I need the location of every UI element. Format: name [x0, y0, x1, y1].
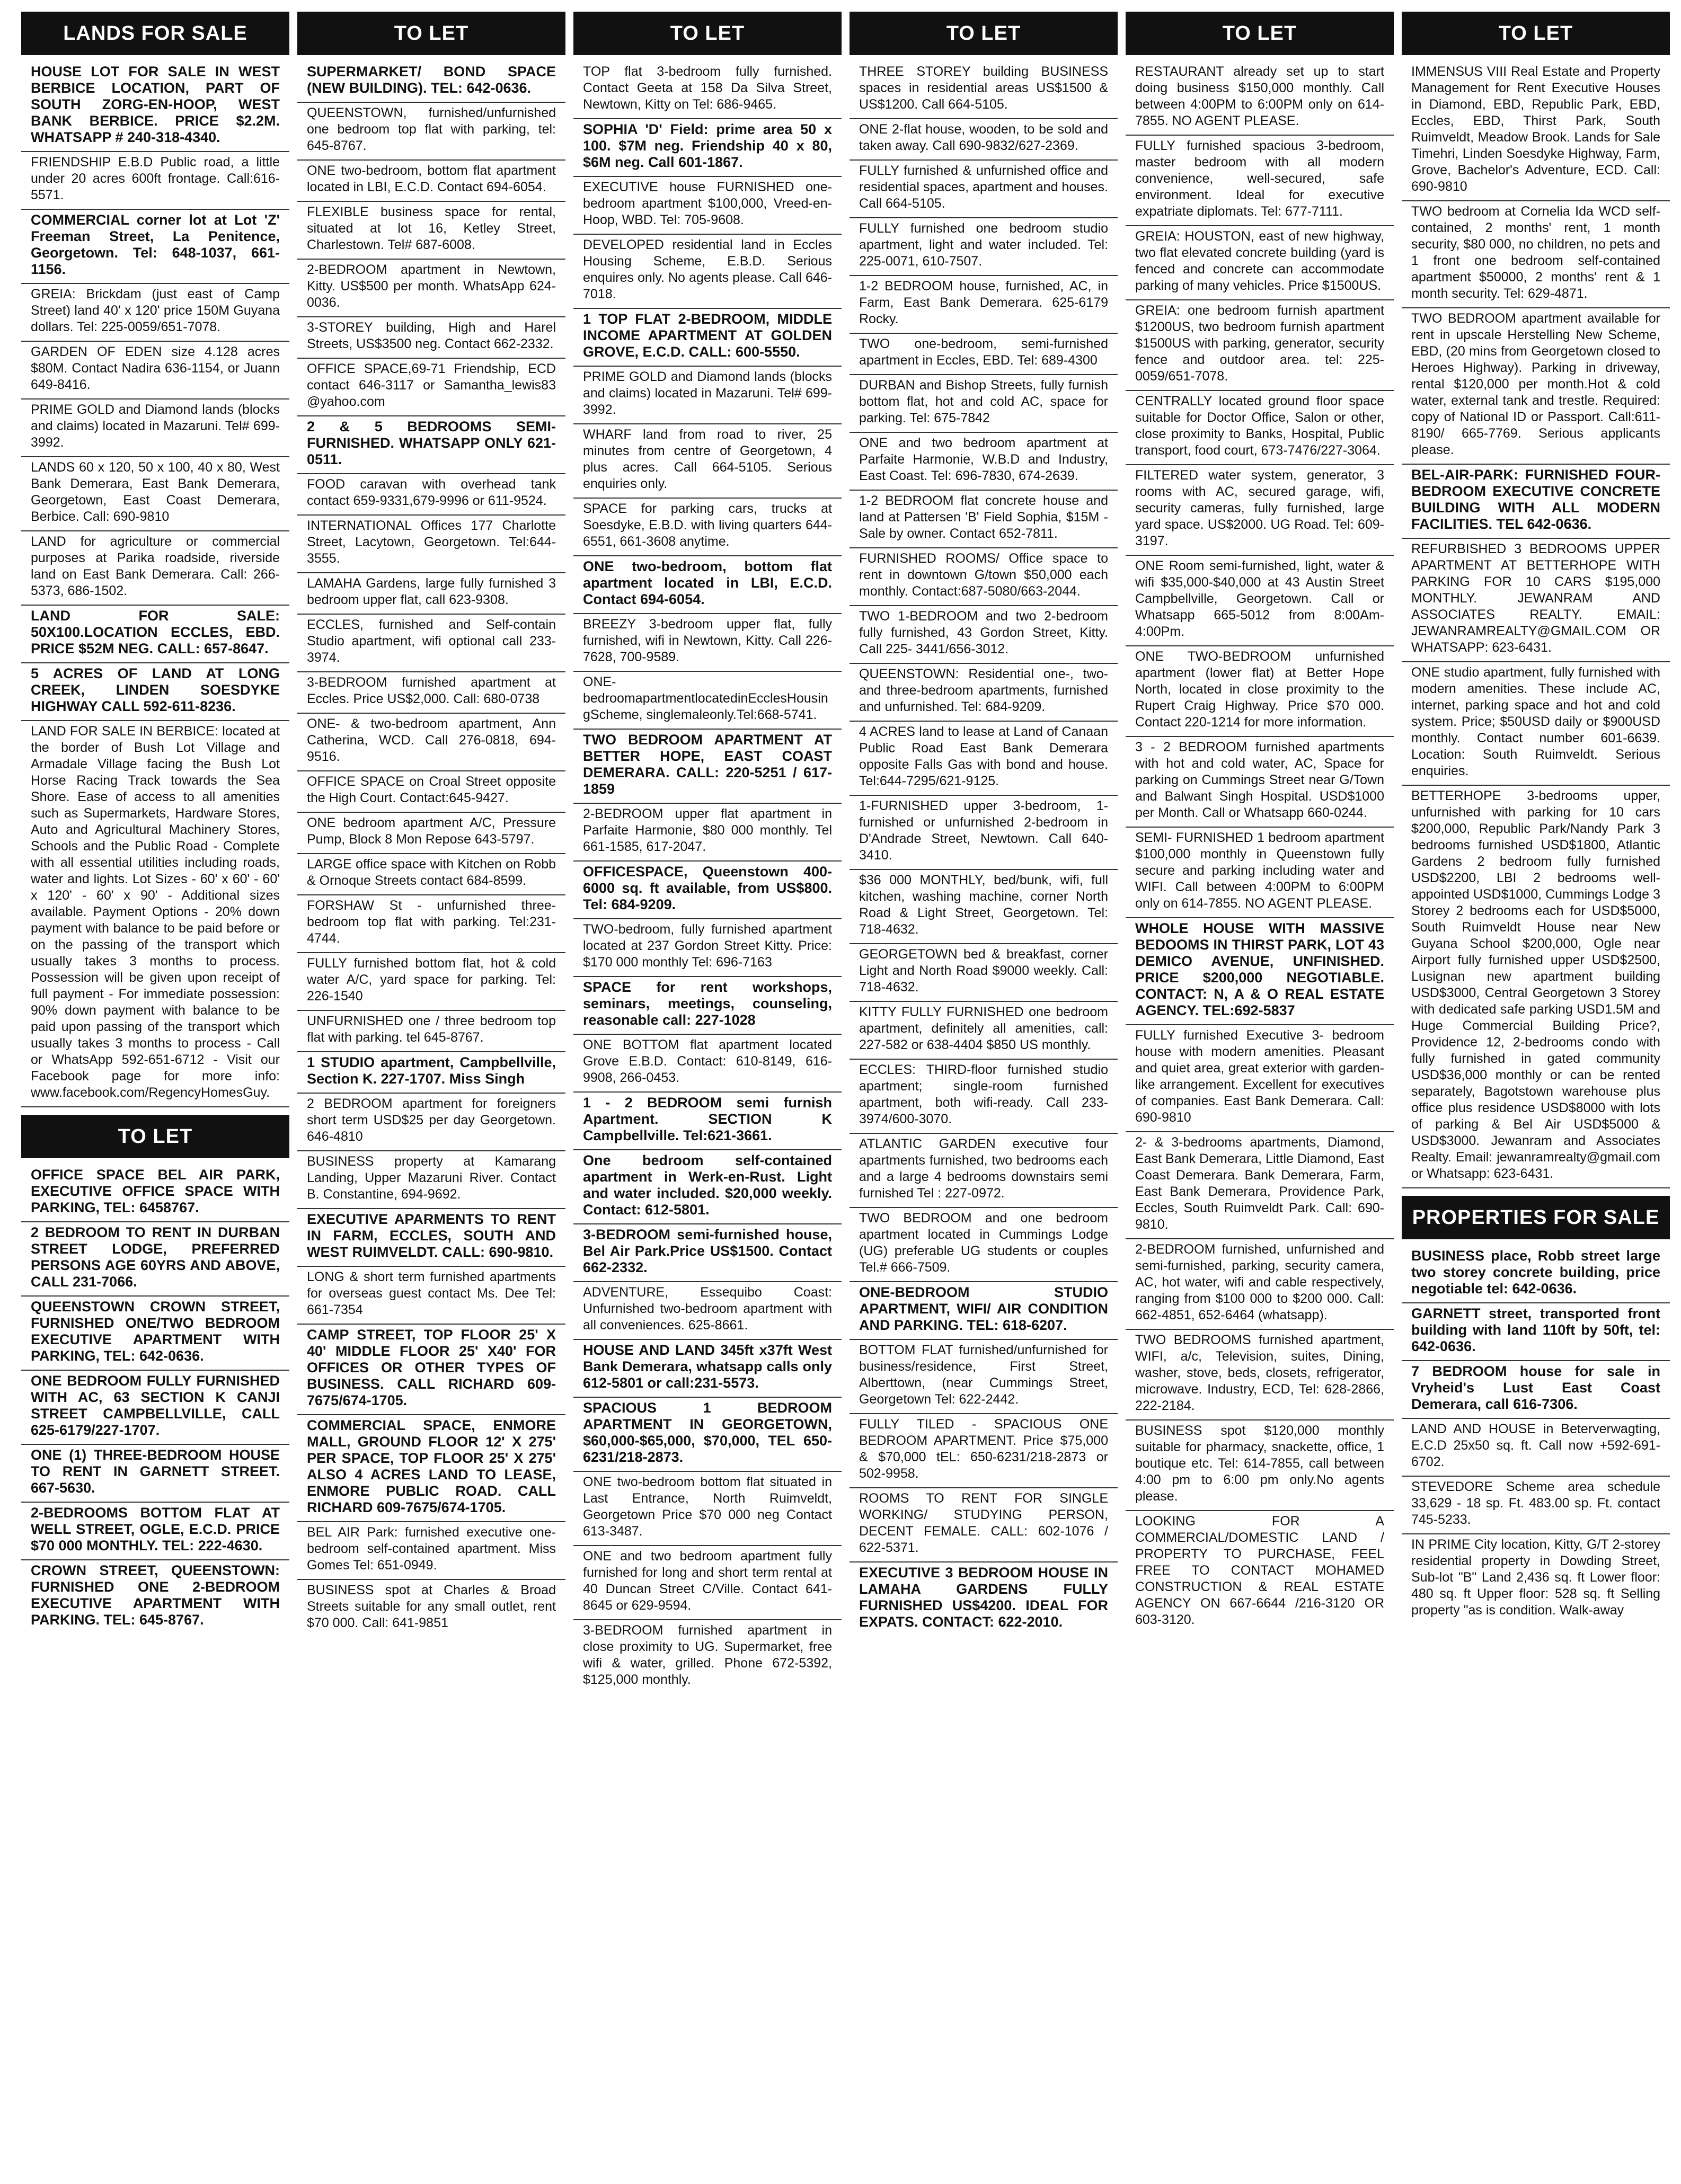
classified-ad: 3-BEDROOM semi-furnished house, Bel Air Park.Price US$1500. Contact 662-2332. [573, 1224, 842, 1282]
classified-ad: STEVEDORE Scheme area schedule 33,629 - 18 sp. Ft. 483.00 sp. Ft. contact 745-5233. [1402, 1477, 1670, 1534]
classified-ad: ONE-bedroomapartmentlocatedinEcclesHousingScheme, singlemaleonly.Tel:668-5741. [573, 672, 842, 730]
classified-ad: 2-BEDROOM furnished, unfurnished and semi-furnished, parking, security camera, AC, hot water, wifi and cable respectively, ranging from $100 000 to $200 000. Call: 662-4851, 652-6464 (whatsapp). [1126, 1239, 1394, 1330]
classified-ad: ECCLES: THIRD-floor furnished studio apartment; single-room furnished apartment, both wifi-ready. Call 233-3974/600-3070. [850, 1060, 1118, 1134]
classified-ad: 2 BEDROOM TO RENT IN DURBAN STREET LODGE, PREFERRED PERSONS AGE 60YRS AND ABOVE, CALL 231-7066. [21, 1222, 289, 1297]
classified-ad: 1-2 BEDROOM flat concrete house and land at Pattersen 'B' Field Sophia, $15M - Sale by owner. Contact 652-7811. [850, 491, 1118, 548]
classified-ad: TWO-bedroom, fully furnished apartment located at 237 Gordon Street Kitty. Price: $170 000 monthly Tel: 696-7163 [573, 919, 842, 977]
classified-ad: BEL AIR Park: furnished executive one-bedroom self-contained apartment. Miss Gomes Tel: 651-0949. [297, 1522, 565, 1580]
classified-ad: FULLY furnished bottom flat, hot & cold water A/C, yard space for parking. Tel: 226-1540 [297, 953, 565, 1011]
classified-ad: ONE-BEDROOM STUDIO APARTMENT, WIFI/ AIR CONDITION AND PARKING. TEL: 618-6207. [850, 1282, 1118, 1340]
classified-ad: BREEZY 3-bedroom upper flat, fully furnished, wifi in Newtown, Kitty. Call 226-7628, 700-9589. [573, 614, 842, 672]
classified-column [297, 12, 565, 2176]
classified-ad: IMMENSUS VIII Real Estate and Property Management for Rent Executive Houses in Diamond, EBD, Republic Park, EBD, Eccles, EBD, Thirst Park, South Ruimveldt, Meadow Brook. Lands for Sale Timehri, Linden Soesdyke Highway, Farm, Grove, Bachelor's Adventure, ECD. Call: 690-9810 [1402, 61, 1670, 201]
classified-ad: GEORGETOWN bed & breakfast, corner Light and North Road $9000 weekly. Call: 718-4632. [850, 944, 1118, 1002]
classified-ad: PRIME GOLD and Diamond lands (blocks and claims) located in Mazaruni. Tel# 699-3992. [21, 399, 289, 457]
section-header: LANDS FOR SALE [21, 12, 289, 55]
classified-ad: CAMP STREET, TOP FLOOR 25' X 40' MIDDLE FLOOR 25' X40' FOR OFFICES OR OTHER TYPES OF BUSINESS. CALL RICHARD 609-7675/674-1705. [297, 1325, 565, 1415]
classified-ad: LAMAHA Gardens, large fully furnished 3 bedroom upper flat, call 623-9308. [297, 573, 565, 615]
classified-ad: HOUSE AND LAND 345ft x37ft West Bank Demerara, whatsapp calls only 612-5801 or call:231-5573. [573, 1340, 842, 1398]
classified-ad: 1 - 2 BEDROOM semi furnish Apartment. SECTION K Campbellville. Tel:621-3661. [573, 1093, 842, 1150]
classified-ad: ROOMS TO RENT FOR SINGLE WORKING/ STUDYING PERSON, DECENT FEMALE. CALL: 602-1076 / 622-5371. [850, 1488, 1118, 1562]
classified-ad: SUPERMARKET/ BOND SPACE (NEW BUILDING). TEL: 642-0636. [297, 61, 565, 103]
classified-ad: OFFICE SPACE BEL AIR PARK, EXECUTIVE OFFICE SPACE WITH PARKING, TEL: 6458767. [21, 1165, 289, 1222]
classified-ad: TWO bedroom at Cornelia Ida WCD self-contained, 2 months' rent, 1 month security, $80 000, no children, no pets and 1 front one bedroom self-contained apartment $50000, 2 months' rent & 1 month security. Tel: 629-4871. [1402, 201, 1670, 308]
classified-ad: ONE bedroom apartment A/C, Pressure Pump, Block 8 Mon Repose 643-5797. [297, 813, 565, 854]
classified-ad: INTERNATIONAL Offices 177 Charlotte Street, Lacytown, Georgetown. Tel:644-3555. [297, 516, 565, 573]
classified-ad: GREIA: one bedroom furnish apartment $1200US, two bedroom furnish apartment $1500US with parking, generator, security fence and outdoor area. tel: 225-0059/651-7078. [1126, 300, 1394, 391]
classified-ad: GREIA: Brickdam (just east of Camp Street) land 40' x 120' price 150M Guyana dollars. Tel: 225-0059/651-7078. [21, 284, 289, 342]
section-header: TO LET [21, 1115, 289, 1158]
classified-ad: LAND AND HOUSE in Beterverwagting, E.C.D 25x50 sq. ft. Call now +592-691-6702. [1402, 1419, 1670, 1477]
classified-ad: SPACIOUS 1 BEDROOM APARTMENT IN GEORGETOWN, $60,000-$65,000, $70,000, TEL 650-6231/218-2873. [573, 1398, 842, 1472]
classified-column [850, 12, 1118, 2176]
classified-ad: FULLY TILED - SPACIOUS ONE BEDROOM APARTMENT. Price $75,000 & $70,000 tEL: 650-6231/218-2873 or 502-9958. [850, 1414, 1118, 1488]
classified-ad: 2 BEDROOM apartment for foreigners short term USD$25 per day Georgetown. 646-4810 [297, 1094, 565, 1151]
section-header: TO LET [297, 12, 565, 55]
classified-ad: ONE and two bedroom apartment at Parfaite Harmonie, W.B.D and Industry, East Coast. Tel: 696-7830, 674-2639. [850, 433, 1118, 491]
classified-ad: PRIME GOLD and Diamond lands (blocks and claims) located in Mazaruni. Tel# 699-3992. [573, 367, 842, 424]
classified-ad: LARGE office space with Kitchen on Robb & Ornoque Streets contact 684-8599. [297, 854, 565, 895]
classified-column [1126, 12, 1394, 2176]
classified-ad: FILTERED water system, generator, 3 rooms with AC, secured garage, wifi, security cameras, fully furnished, large yard space. US$2000. UG Road. Tel: 609-3197. [1126, 465, 1394, 556]
classified-ad: BOTTOM FLAT furnished/unfurnished for business/residence, First Street, Alberttown, (near Cummings Street, Georgetown Tel: 622-2442. [850, 1340, 1118, 1414]
classified-ad: 1-FURNISHED upper 3-bedroom, 1-furnished or unfurnished 2-bedroom in D'Andrade Street, Newtown. Call 640-3410. [850, 796, 1118, 870]
classified-ad: TWO one-bedroom, semi-furnished apartment in Eccles, EBD. Tel: 689-4300 [850, 334, 1118, 375]
classified-ad: LOOKING FOR A COMMERCIAL/DOMESTIC LAND / PROPERTY TO PURCHASE, FEEL FREE TO CONTACT MOHAMED CONSTRUCTION & REAL ESTATE AGENCY ON 667-6644 /216-3120 OR 603-3120. [1135, 1514, 1384, 1627]
classified-ad: REFURBISHED 3 BEDROOMS UPPER APARTMENT AT BETTERHOPE WITH PARKING FOR 10 CARS $195,000 MONTHLY. JEWANRAM AND ASSOCIATES REALTY. EMAIL: JEWANRAMREALTY@GMAIL.COM OR WHATSAPP: 623-6431. [1402, 539, 1670, 662]
section-header: PROPERTIES FOR SALE [1402, 1196, 1670, 1239]
classified-ad: GREIA: HOUSTON, east of new highway, two flat elevated concrete building (yard is fenced and concrete can accommodate parking of many vehicles. Price $1500US. [1126, 226, 1394, 300]
classified-ad: FULLY furnished one bedroom studio apartment, light and water included. Tel: 225-0071, 610-7507. [850, 218, 1118, 276]
section-header: TO LET [1402, 12, 1670, 55]
section-header: TO LET [1126, 12, 1394, 55]
classified-ad: CENTRALLY located ground floor space suitable for Doctor Office, Salon or other, close proximity to Banks, Hospital, Public transport, food court, 673-7476/227-3064. [1126, 391, 1394, 465]
classified-ad: BUSINESS spot $120,000 monthly suitable for pharmacy, snackette, office, 1 boutique etc. Tel: 614-7855, call between 4:00 pm to 6:00 pm only.No agents please. [1126, 1421, 1394, 1511]
classified-ad: ONE two-bedroom, bottom flat apartment located in LBI, E.C.D. Contact 694-6054. [297, 161, 565, 202]
classified-ad: EXECUTIVE house FURNISHED one-bedroom apartment $100,000, Vreed-en-Hoop, WBD. Tel: 705-9608. [573, 177, 842, 235]
classified-ad: SEMI- FURNISHED 1 bedroom apartment $100,000 monthly in Queenstown fully secure and parking including water and WIFI. Call between 4:00PM to 6:00PM only on 614-7855. NO AGENT PLEASE. [1126, 828, 1394, 918]
classified-ad: One bedroom self-contained apartment in Werk-en-Rust. Light and water included. $20,000 weekly. Contact: 612-5801. [573, 1150, 842, 1224]
classified-ad: ECCLES, furnished and Self-contain Studio apartment, wifi optional call 233-3974. [297, 615, 565, 672]
classified-ad: OFFICE SPACE,69-71 Friendship, ECD contact 646-3117 or Samantha_lewis83 @yahoo.com [297, 359, 565, 416]
classified-ad: LONG & short term furnished apartments for overseas guest contact Ms. Dee Tel: 661-7354 [297, 1267, 565, 1325]
classified-ad: TWO BEDROOM APARTMENT AT BETTER HOPE, EAST COAST DEMERARA. CALL: 220-5251 / 617-1859 [573, 730, 842, 804]
classified-ad: ONE BOTTOM flat apartment located Grove E.B.D. Contact: 610-8149, 616-9908, 266-0453. [573, 1035, 842, 1093]
classified-ad: ONE two-bedroom, bottom flat apartment located in LBI, E.C.D. Contact 694-6054. [573, 556, 842, 614]
classified-ad: 1-2 BEDROOM house, furnished, AC, in Farm, East Bank Demerara. 625-6179 Rocky. [850, 276, 1118, 334]
classified-ad: EXECUTIVE APARMENTS TO RENT IN FARM, ECCLES, SOUTH AND WEST RUIMVELDT. CALL: 690-9810. [297, 1209, 565, 1267]
classified-ad: EXECUTIVE 3 BEDROOM HOUSE IN LAMAHA GARDENS FULLY FURNISHED US$4200. IDEAL FOR EXPATS. CONTACT: 622-2010. [859, 1565, 1108, 1630]
classified-ad: 2-BEDROOMS BOTTOM FLAT AT WELL STREET, OGLE, E.C.D. PRICE $70 000 MONTHLY. TEL: 222-4630. [21, 1503, 289, 1560]
classified-ad: 5 ACRES OF LAND AT LONG CREEK, LINDEN SOESDYKE HIGHWAY CALL 592-611-8236. [21, 663, 289, 721]
classified-ad: ONE (1) THREE-BEDROOM HOUSE TO RENT IN GARNETT STREET. 667-5630. [21, 1445, 289, 1503]
classified-ad: 1 TOP FLAT 2-BEDROOM, MIDDLE INCOME APARTMENT AT GOLDEN GROVE, E.C.D. CALL: 600-5550. [573, 309, 842, 367]
classified-ad: BETTERHOPE 3-bedrooms upper, unfurnished with parking for 10 cars $200,000, Republic Park/Nandy Park 3 bedrooms furnished USD$1800, Atlantic Gardens 2 bedroom fully furnished USD$2200, LBI 2 bedrooms well-appointed USD$1000, Cummings Lodge 3 Storey 2 bedrooms each for USD$5000, South Ruimveldt House near New Guyana School $200,000, Ogle near Airport fully furnished upper USD$2500, Lusignan new apartment building USD$3000, Central Georgetown 3 Storey with dedicated safe parking USD1.5M and Huge Commercial Building Price?, Providence 12, 2-bedrooms condo with fully furnished in gated community USD$36,000 monthly or can be rented separately, Bagotstown warehouse plus office plus residence USD$8000 with lots of parking & Bel Air USD$5000 & USD$3000. Jewanram and Associates Realty. Email: jewanramrealty@gmail.com or Whatsapp: 623-6431. [1402, 786, 1670, 1188]
classified-ad: 3-STOREY building, High and Harel Streets, US$3500 neg. Contact 662-2332. [297, 317, 565, 359]
classified-ad: TWO BEDROOM apartment available for rent in upscale Herstelling New Scheme, EBD, (20 mins from Georgetown closed to Heroes Highway). Parking in driveway, rental $120,000 per month.Hot & cold water, external tank and trestle. Required: copy of National ID or Passport. Call:611-8190/ 665-7769. Serious applicants please. [1402, 308, 1670, 465]
classified-ad: FULLY furnished spacious 3-bedroom, master bedroom with all modern convenience, well-secured, safe environment. Ideal for executive expatriate diplomats. Tel: 677-7111. [1126, 136, 1394, 226]
classified-ad: FORSHAW St - unfurnished three-bedroom top flat with parking. Tel:231-4744. [297, 895, 565, 953]
classified-ad: QUEENSTOWN CROWN STREET, FURNISHED ONE/TWO BEDROOM EXECUTIVE APARTMENT WITH PARKING, TEL: 642-0636. [21, 1297, 289, 1371]
classified-ad: KITTY FULLY FURNISHED one bedroom apartment, definitely all amenities, call: 227-582 or 638-4404 $850 US monthly. [850, 1002, 1118, 1060]
classified-ad: TWO 1-BEDROOM and two 2-bedroom fully furnished, 43 Gordon Street, Kitty. Call 225- 3441/656-3012. [850, 606, 1118, 664]
classified-ad: TOP flat 3-bedroom fully furnished. Contact Geeta at 158 Da Silva Street, Newtown, Kitty on Tel: 686-9465. [573, 61, 842, 119]
classified-ad: COMMERCIAL SPACE, ENMORE MALL, GROUND FLOOR 12' X 275' PER SPACE, TOP FLOOR 25' X 275' ALSO 4 ACRES LAND TO LEASE, ENMORE PUBLIC ROAD. CALL RICHARD 609-7675/674-1705. [297, 1415, 565, 1522]
section-header: TO LET [850, 12, 1118, 55]
classified-ad: FLEXIBLE business space for rental, situated at lot 16, Ketley Street, Charlestown. Tel# 687-6008. [297, 202, 565, 260]
classified-ad: GARDEN OF EDEN size 4.128 acres $80M. Contact Nadira 636-1154, or Juann 649-8416. [21, 342, 289, 399]
classified-ad: IN PRIME City location, Kitty, G/T 2-storey residential property in Dowding Street, Sub-lot "B" Land 2,436 sq. ft Lower floor: 480 sq. ft Upper floor: 528 sq. ft Selling property "as is condition. Walk-away [1411, 1537, 1660, 1618]
classified-ad: OFFICE SPACE on Croal Street opposite the High Court. Contact:645-9427. [297, 771, 565, 813]
classified-ad: 3 - 2 BEDROOM furnished apartments with hot and cold water, AC, Space for parking on Cummings Street near G/Town and Balwant Singh Hospital. USD$1000 per Month. Call or Whatsapp 660-0244. [1126, 737, 1394, 828]
classified-ad: 2 & 5 BEDROOMS SEMI-FURNISHED. WHATSAPP ONLY 621-0511. [297, 416, 565, 474]
classified-ad: UNFURNISHED one / three bedroom top flat with parking. tel 645-8767. [297, 1011, 565, 1052]
classified-ad: FURNISHED ROOMS/ Office space to rent in downtown G/town $50,000 each monthly. Contact:687-5080/663-2044. [850, 548, 1118, 606]
classified-ad: OFFICESPACE, Queenstown 400-6000 sq. ft available, from US$800. Tel: 684-9209. [573, 862, 842, 919]
classified-ad: ONE BEDROOM FULLY FURNISHED WITH AC, 63 SECTION K CANJI STREET CAMPBELLVILLE, CALL 625-6179/227-1707. [21, 1371, 289, 1445]
classified-ad: BUSINESS place, Robb street large two storey concrete building, price negotiable tel: 642-0636. [1402, 1246, 1670, 1303]
classified-ad: COMMERCIAL corner lot at Lot 'Z' Freeman Street, La Penitence, Georgetown. Tel: 648-1037, 661-1156. [21, 210, 289, 284]
classified-ad: 1 STUDIO apartment, Campbellville, Section K. 227-1707. Miss Singh [297, 1052, 565, 1094]
classified-ad: 2-BEDROOM upper flat apartment in Parfaite Harmonie, $80 000 monthly. Tel 661-1585, 617-2047. [573, 804, 842, 862]
classified-ad: LAND FOR SALE IN BERBICE: located at the border of Bush Lot Village and Armadale Village facing the Bush Lot Horse Racing Track towards the Sea Shore. Ease of access to all amenities such as Supermarkets, Hardware Stores, Auto and Agricultural Machinery Stores, Schools and the Public Road - Complete with all essential utilities including roads, water and lights. Lot Sizes - 60' x 60' - 60' x 120' - 60' x 90' - Additional sizes available. Payment Options - 20% down payment with balance to be paid before or on the passing of the transport which usually takes 3 months to process. Possession will be given upon receipt of full payment - For immediate possession: 90% down payment with balance to be paid upon passing of the transport which usually takes 3 months to process - Call or WhatsApp 592-651-6712 - Visit our Facebook page for more info: www.facebook.com/RegencyHomesGuy. [21, 721, 289, 1107]
classified-ad: DURBAN and Bishop Streets, fully furnish bottom flat, hot and cold AC, space for parking. Tel: 675-7842 [850, 375, 1118, 433]
classified-ad: SPACE for parking cars, trucks at Soesdyke, E.B.D. with living quarters 644-6551, 661-3608 anytime. [573, 499, 842, 556]
classified-ad: FRIENDSHIP E.B.D Public road, a little under 20 acres 600ft frontage. Call:616-5571. [21, 152, 289, 210]
classified-ad: FULLY furnished & unfurnished office and residential spaces, apartment and houses. Call 664-5105. [850, 161, 1118, 218]
classified-ad: FULLY furnished Executive 3- bedroom house with modern amenities. Pleasant and quiet area, great exterior with garden-like arrangement. Excellent for executives of companies. East Bank Demerara. Call: 690-9810 [1126, 1025, 1394, 1132]
classified-ad: ONE Room semi-furnished, light, water & wifi $35,000-$40,000 at 43 Austin Street Campbellville, Georgetown. Call or Whatsapp 665-5012 from 8:00Am-4:00Pm. [1126, 556, 1394, 646]
classified-ad: ATLANTIC GARDEN executive four apartments furnished, two bedrooms each and a large 4 bedrooms downstairs semi furnished Tel : 227-0972. [850, 1134, 1118, 1208]
classified-column [573, 12, 842, 2176]
classified-ad: TWO BEDROOMS furnished apartment, WIFI, a/c, Television, suites, Dining, washer, stove, beds, closets, refrigerator, microwave. Industry, ECD, Tel: 628-2866, 222-2184. [1126, 1330, 1394, 1421]
classified-column [1402, 12, 1670, 2176]
classified-ad: LANDS 60 x 120, 50 x 100, 40 x 80, West Bank Demerara, East Bank Demerara, Georgetown, East Coast Demerara, Berbice. Call: 690-9810 [21, 457, 289, 531]
classified-ad: BUSINESS spot at Charles & Broad Streets suitable for any small outlet, rent $70 000. Call: 641-9851 [307, 1583, 556, 1630]
classified-ad: ONE studio apartment, fully furnished with modern amenities. These include AC, internet, parking space and hot and cold system. Price; $50USD daily or $900USD monthly. Contact number 601-6639. Location: South Ruimveldt. Serious enquiries. [1402, 662, 1670, 786]
classified-ad: WHARF land from road to river, 25 minutes from centre of Georgetown, 4 plus acres. Call 664-5105. Serious enquiries only. [573, 424, 842, 499]
classified-ad: DEVELOPED residential land in Eccles Housing Scheme, E.B.D. Serious enquires only. No agents please. Call 646-7018. [573, 235, 842, 309]
classified-ad: ONE 2-flat house, wooden, to be sold and taken away. Call 690-9832/627-2369. [850, 119, 1118, 161]
classified-ad: ONE two-bedroom bottom flat situated in Last Entrance, North Ruimveldt, Georgetown Price $70 000 neg Contact 613-3487. [573, 1472, 842, 1546]
classified-ad: SPACE for rent workshops, seminars, meetings, counseling, reasonable call: 227-1028 [573, 977, 842, 1035]
classified-ad: FOOD caravan with overhead tank contact 659-9331,679-9996 or 611-9524. [297, 474, 565, 516]
classified-ad: 7 BEDROOM house for sale in Vryheid's Lust East Coast Demerara, call 616-7306. [1402, 1361, 1670, 1419]
classified-ad: QUEENSTOWN, furnished/unfurnished one bedroom top flat with parking, tel: 645-8767. [297, 103, 565, 161]
classified-ad: BUSINESS property at Kamarang Landing, Upper Mazaruni River. Contact B. Constantine, 694-9692. [297, 1151, 565, 1209]
classified-column [21, 12, 289, 2176]
classified-ad: 3-BEDROOM furnished apartment at Eccles. Price US$2,000. Call: 680-0738 [297, 672, 565, 714]
classified-ad: LAND FOR SALE: 50X100.LOCATION ECCLES, EBD. PRICE $52M NEG. CALL: 657-8647. [21, 606, 289, 663]
classified-ad: WHOLE HOUSE WITH MASSIVE BEDOOMS IN THIRST PARK, LOT 43 DEMICO AVENUE, UNFINISHED. PRICE $200,000 NEGOTIABLE. CONTACT: N, A & O REAL ESTATE AGENCY. TEL:692-5837 [1126, 918, 1394, 1025]
classified-ad: CROWN STREET, QUEENSTOWN: FURNISHED ONE 2-BEDROOM EXECUTIVE APARTMENT WITH PARKING. TEL: 645-8767. [31, 1562, 280, 1628]
classified-ad: BEL-AIR-PARK: FURNISHED FOUR-BEDROOM EXECUTIVE CONCRETE BUILDING WITH ALL MODERN FACILITIES. TEL 642-0636. [1402, 465, 1670, 539]
classified-ad: ONE and two bedroom apartment fully furnished for long and short term rental at 40 Duncan Street C/Ville. Contact 641-8645 or 629-9594. [573, 1546, 842, 1620]
classified-ad: 2- & 3-bedrooms apartments, Diamond, East Bank Demerara, Little Diamond, East Coast Demerara. Bank Demerara, Farm, East Bank Demerara, Providence Park, Eccles, South Ruimveldt Park. Call: 690-9810. [1126, 1132, 1394, 1239]
classified-ad: $36 000 MONTHLY, bed/bunk, wifi, full kitchen, washing machine, corner North Road & Light Street, Georgetown. Tel: 718-4632. [850, 870, 1118, 944]
classified-ad: ONE TWO-BEDROOM unfurnished apartment (lower flat) at Better Hope North, located in close proximity to the Rupert Craig Highway. Price $70 000. Contact 220-1214 for more information. [1126, 646, 1394, 737]
classified-ad: ADVENTURE, Essequibo Coast: Unfurnished two-bedroom apartment with all conveniences. 625-8661. [573, 1282, 842, 1340]
classified-ad: THREE STOREY building BUSINESS spaces in residential areas US$1500 & US$1200. Call 664-5105. [850, 61, 1118, 119]
classified-ad: TWO BEDROOM and one bedroom apartment located in Cummings Lodge (UG) preferable UG students or couples Tel.# 666-7509. [850, 1208, 1118, 1282]
classifieds-page [21, 12, 1670, 2176]
classified-ad: 2-BEDROOM apartment in Newtown, Kitty. US$500 per month. WhatsApp 624-0036. [297, 260, 565, 317]
classified-ad: 3-BEDROOM furnished apartment in close proximity to UG. Supermarket, free wifi & water, grilled. Phone 672-5392, $125,000 monthly. [583, 1623, 832, 1687]
classified-ad: GARNETT street, transported front building with land 110ft by 50ft, tel: 642-0636. [1402, 1303, 1670, 1361]
classified-ad: 4 ACRES land to lease at Land of Canaan Public Road East Bank Demerara opposite Falls Gas with bond and house. Tel:644-7295/621-9125. [850, 722, 1118, 796]
section-header: TO LET [573, 12, 842, 55]
classified-ad: LAND for agriculture or commercial purposes at Parika roadside, riverside land on East Bank Demerara. Call: 266-5373, 686-1502. [21, 531, 289, 606]
classified-ad: QUEENSTOWN: Residential one-, two- and three-bedroom apartments, furnished and unfurnished. Tel: 684-9209. [850, 664, 1118, 722]
classified-ad: ONE- & two-bedroom apartment, Ann Catherina, WCD. Call 276-0818, 694-9516. [297, 714, 565, 771]
classified-ad: RESTAURANT already set up to start doing business $150,000 monthly. Call between 4:00PM to 6:00PM only on 614-7855. NO AGENT PLEASE. [1126, 61, 1394, 136]
classified-ad: SOPHIA 'D' Field: prime area 50 x 100. $7M neg. Friendship 40 x 80, $6M neg. Call 601-1867. [573, 119, 842, 177]
classified-ad: HOUSE LOT FOR SALE IN WEST BERBICE LOCATION, PART OF SOUTH ZORG-EN-HOOP, WEST BANK BERBICE. PRICE $2.2M. WHATSAPP # 240-318-4340. [21, 61, 289, 152]
